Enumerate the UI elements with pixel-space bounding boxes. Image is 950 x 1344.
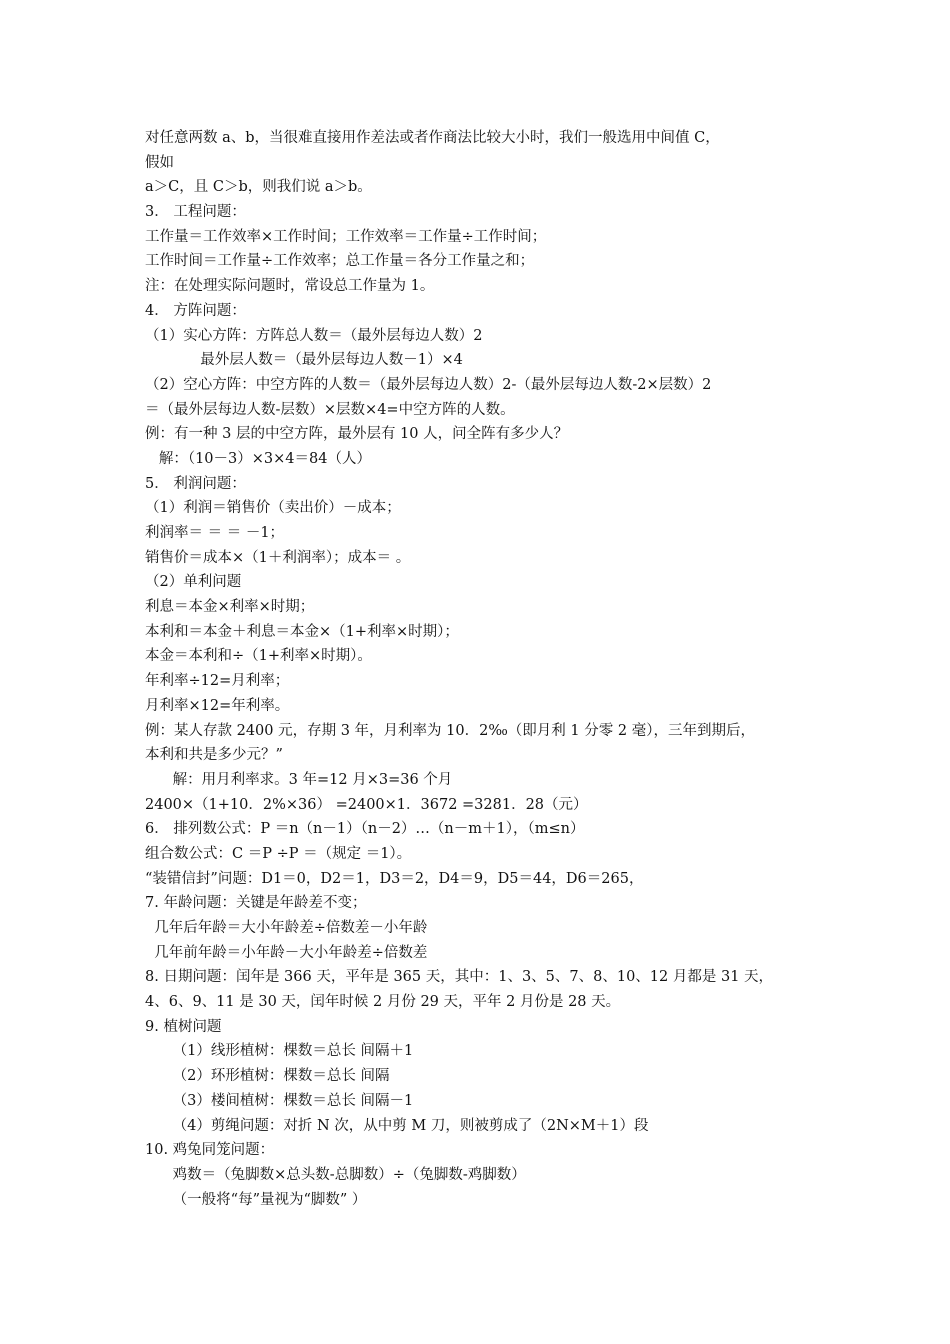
text-line: ＝（最外层每边人数-层数）×层数×4=中空方阵的人数。 bbox=[145, 401, 515, 418]
text-line: 最外层人数＝（最外层每边人数－1）×4 bbox=[145, 352, 463, 369]
text-line: 注：在处理实际问题时，常设总工作量为 1。 bbox=[145, 278, 435, 295]
text-line: 组合数公式：C ＝P ÷P ＝（规定 ＝1）。 bbox=[145, 845, 412, 862]
section-heading-7: 7. 年龄问题：关键是年龄差不变； bbox=[145, 895, 367, 912]
text-line: 解：用月利率求。3 年=12 月×3=36 个月 bbox=[145, 771, 453, 788]
section-heading-4: 4． 方阵问题： bbox=[145, 302, 246, 319]
text-line: 例：有一种 3 层的中空方阵，最外层有 10 人，问全阵有多少人？ bbox=[145, 426, 569, 443]
text-line: 几年前年龄＝小年龄－大小年龄差÷倍数差 bbox=[145, 944, 428, 961]
text-line: 鸡数＝（兔脚数×总头数-总脚数）÷（兔脚数-鸡脚数） bbox=[145, 1166, 526, 1183]
section-heading-9: 9. 植树问题 bbox=[145, 1018, 222, 1035]
text-line: 对任意两数 a、b，当很难直接用作差法或者作商法比较大小时，我们一般选用中间值 C， bbox=[145, 130, 720, 146]
text-line: （1）线形植树：棵数＝总长 间隔＋1 bbox=[145, 1043, 414, 1060]
text-line: 月利率×12=年利率。 bbox=[145, 697, 290, 714]
text-line: 工作时间＝工作量÷工作效率；总工作量＝各分工作量之和； bbox=[145, 253, 535, 270]
text-line: 年利率÷12=月利率； bbox=[145, 673, 290, 690]
text-line: 本利和共是多少元？” bbox=[145, 747, 283, 764]
text-line: （一般将“每”量视为“脚数” ） bbox=[145, 1191, 367, 1208]
text-line: 工作量＝工作效率×工作时间；工作效率＝工作量÷工作时间； bbox=[145, 228, 547, 245]
text-line: 利息＝本金×利率×时期； bbox=[145, 599, 315, 616]
text-line: 例：某人存款 2400 元，存期 3 年，月利率为 10．2‰（即月利 1 分零 2 毫），三年到期后， bbox=[145, 722, 755, 739]
text-line: a＞C，且 C＞b，则我们说 a＞b。 bbox=[145, 179, 372, 196]
text-line: 销售价＝成本×（1＋利润率）；成本＝ 。 bbox=[145, 549, 411, 566]
text-line: “装错信封”问题：D1＝0，D2＝1，D3＝2，D4＝9，D5＝44，D6＝265， bbox=[145, 870, 644, 887]
text-line: 本利和＝本金＋利息＝本金×（1+利率×时期）； bbox=[145, 623, 459, 640]
text-line: （1）利润＝销售价（卖出价）－成本； bbox=[145, 500, 401, 517]
text-line: 解：（10－3）×3×4＝84（人） bbox=[145, 450, 371, 467]
text-line: （2）空心方阵：中空方阵的人数＝（最外层每边人数）2-（最外层每边人数-2×层数）2 bbox=[145, 376, 712, 393]
text-line: 假如 bbox=[145, 154, 174, 171]
text-line: （2）环形植树：棵数＝总长 间隔 bbox=[145, 1068, 390, 1085]
section-heading-3: 3． 工程问题： bbox=[145, 204, 246, 221]
text-line: （2）单利问题 bbox=[145, 574, 242, 591]
text-line: 本金＝本利和÷（1+利率×时期）。 bbox=[145, 648, 372, 665]
text-line: 4、6、9、11 是 30 天，闰年时候 2 月份 29 天，平年 2 月份是 28 天。 bbox=[145, 994, 621, 1011]
section-heading-8: 8. 日期问题：闰年是 366 天，平年是 365 天，其中：1、3、5、7、8、10、12 月都是 31 天， bbox=[145, 969, 774, 986]
text-line: 2400×（1+10．2%×36） =2400×1．3672 =3281．28（元） bbox=[145, 796, 588, 813]
text-line: （4）剪绳问题：对折 N 次，从中剪 M 刀，则被剪成了（2N×M＋1）段 bbox=[145, 1117, 649, 1134]
text-line: （3）楼间植树：棵数＝总长 间隔－1 bbox=[145, 1092, 414, 1109]
text-line: 利润率＝ ＝ ＝ －1； bbox=[145, 525, 285, 541]
section-heading-10: 10. 鸡兔同笼问题： bbox=[145, 1142, 275, 1159]
document-page bbox=[145, 126, 835, 1212]
text-line: 几年后年龄＝大小年龄差÷倍数差－小年龄 bbox=[145, 920, 428, 936]
section-heading-6: 6． 排列数公式：P ＝n（n－1）（n－2）…（n－m＋1），（m≤n） bbox=[145, 821, 585, 838]
text-line: （1）实心方阵：方阵总人数＝（最外层每边人数）2 bbox=[145, 327, 483, 344]
section-heading-5: 5． 利润问题： bbox=[145, 475, 246, 492]
